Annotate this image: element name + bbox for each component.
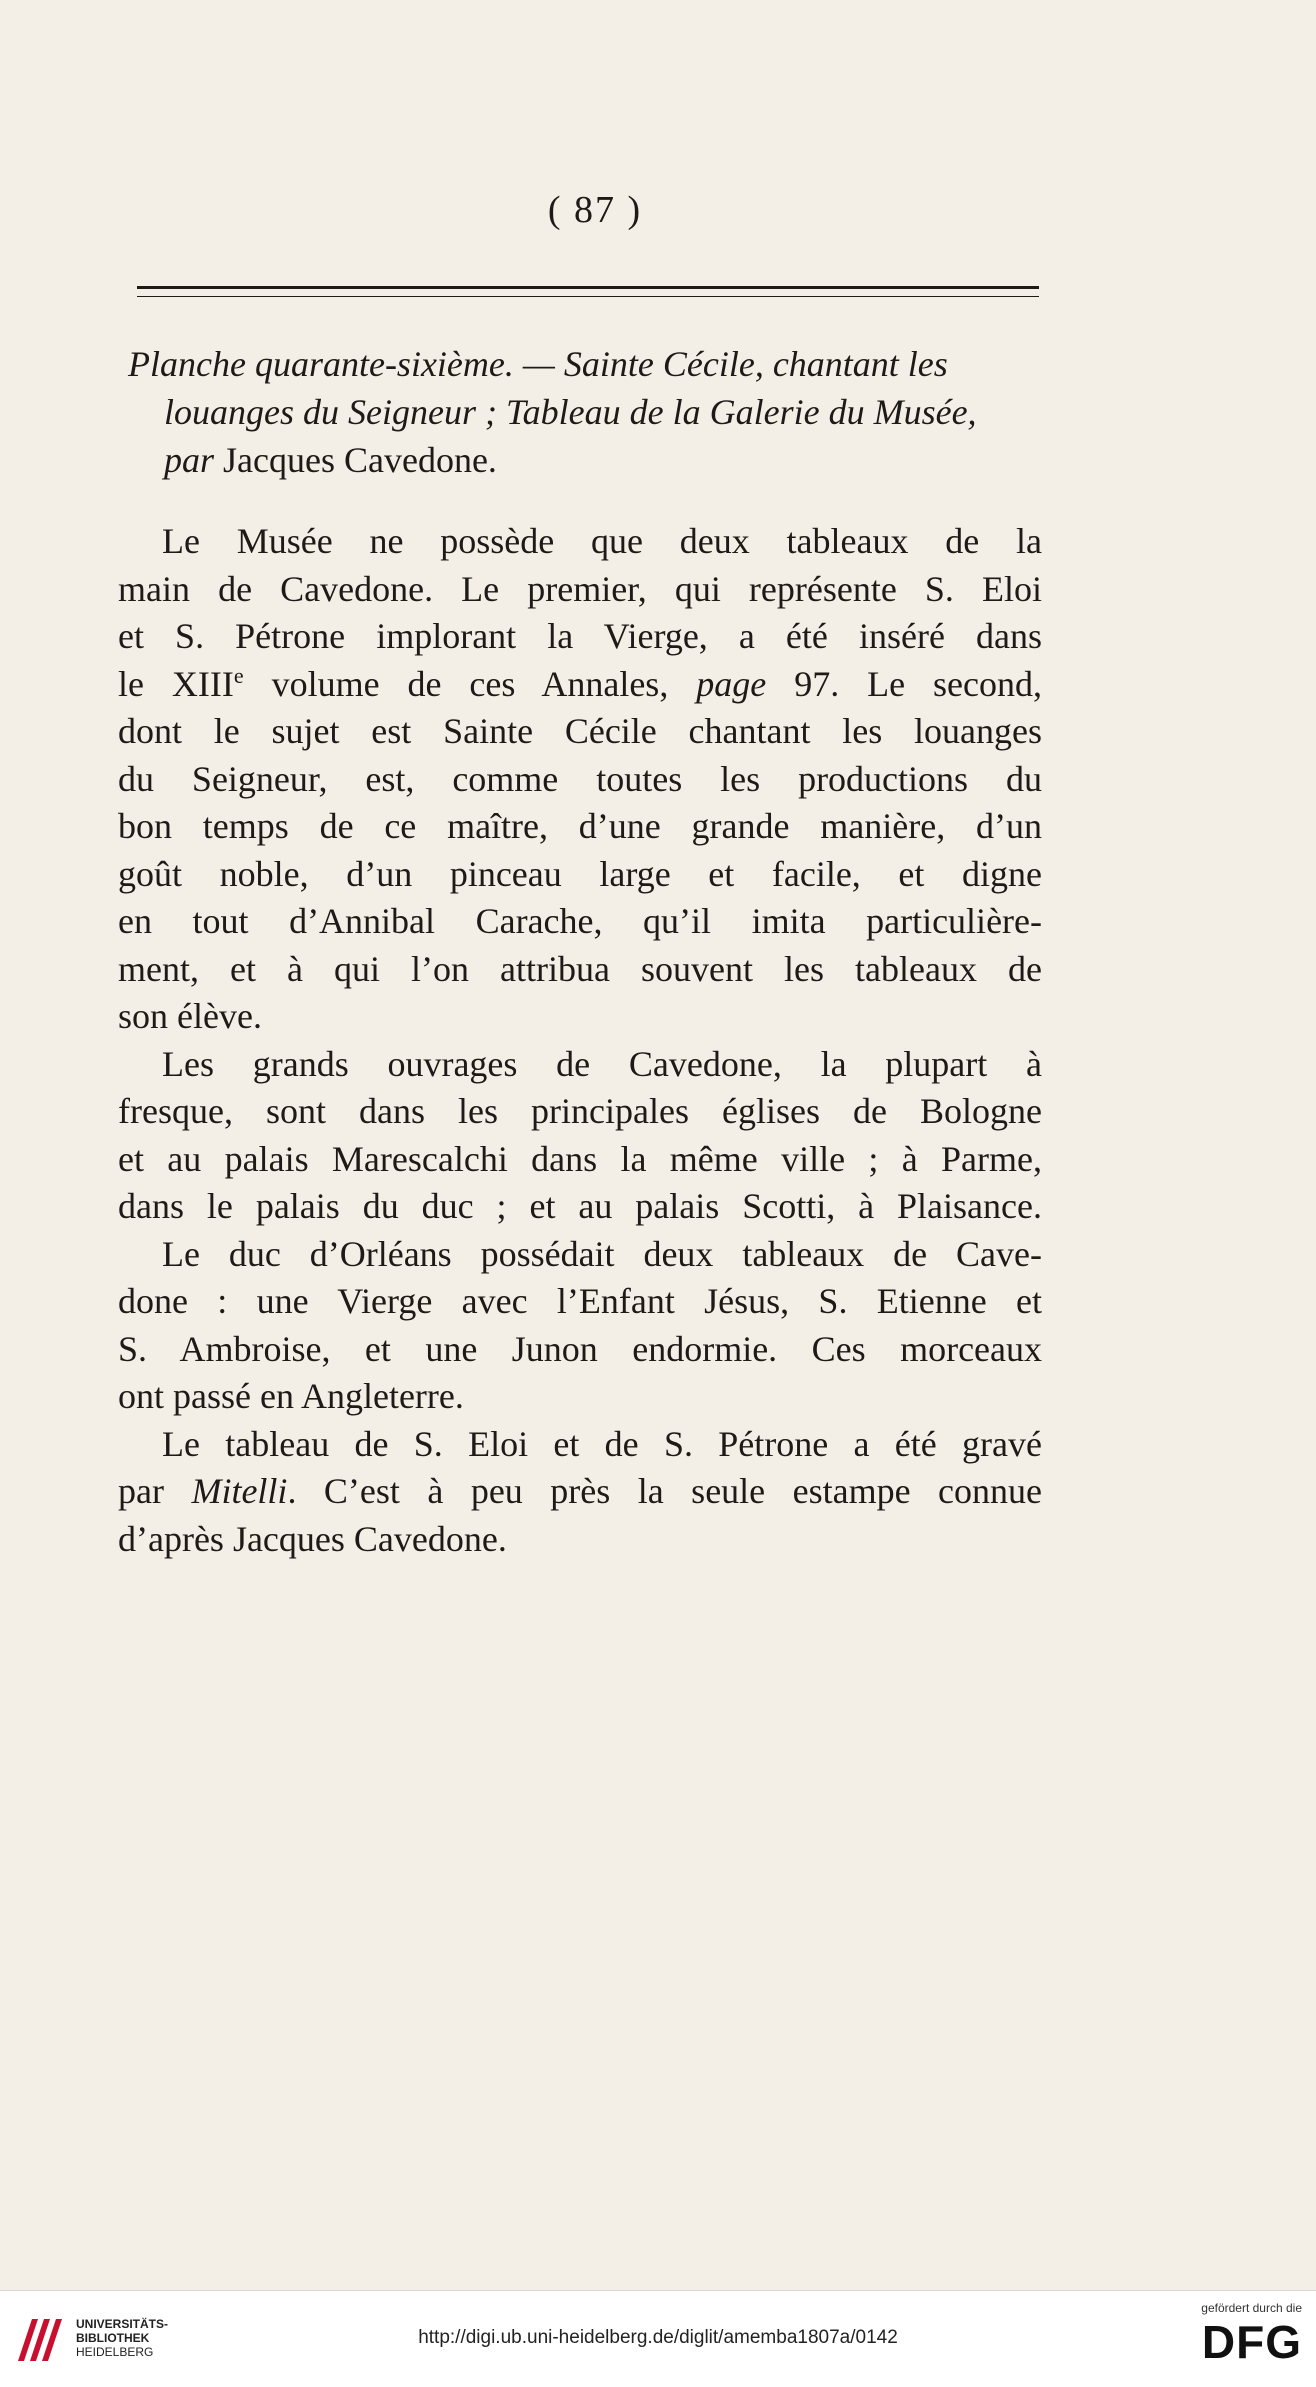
body-text <box>118 518 1042 1563</box>
text-line: fresque, sont dans les principales églises de Bologne <box>118 1091 1042 1131</box>
text-line: Les grands ouvrages de Cavedone, la plupart à <box>162 1043 1042 1084</box>
page-number: ( 87 ) <box>547 189 643 231</box>
text-fragment: . C’est à peu près la seule estampe connue <box>287 1471 1043 1511</box>
text-fragment: le XIII <box>118 663 234 704</box>
heading-par: par <box>164 440 215 480</box>
text-line: et au palais Marescalchi dans la même ville ; à Parme, <box>118 1138 1042 1179</box>
text-line <box>118 1468 1042 1516</box>
dfg-logo: DFG <box>1201 2316 1302 2368</box>
plate-heading <box>128 340 1060 484</box>
funding-caption: gefördert durch die <box>1201 2301 1302 2315</box>
library-name-line: HEIDELBERG <box>76 2345 154 2359</box>
header-rule-thick <box>137 286 1039 289</box>
text-line <box>118 661 1042 709</box>
text-line: son élève. <box>118 996 262 1036</box>
header-rule-thin <box>137 296 1039 297</box>
heading-line: louanges du Seigneur ; Tableau de la Galerie du Musée, <box>164 392 977 432</box>
library-name-line: BIBLIOTHEK <box>76 2331 150 2345</box>
text-fragment: 97. Le second, <box>766 663 1042 704</box>
heading-line <box>128 436 1060 484</box>
text-line: dont le sujet est Sainte Cécile chantant les louanges <box>118 711 1042 751</box>
heading-author: Jacques Cavedone. <box>214 440 497 480</box>
text-line: Le Musée ne possède que deux tableaux de la <box>162 521 1042 561</box>
text-line: en tout d’Annibal Carache, qu’il imita particulière- <box>118 901 1042 941</box>
text-line: ont passé en Angleterre. <box>118 1376 464 1416</box>
funder-block <box>1152 2301 1302 2368</box>
text-line: main de Cavedone. Le premier, qui représente S. Eloi <box>118 568 1042 609</box>
italic-word: page <box>696 663 767 704</box>
text-line: et S. Pétrone implorant la Vierge, a été inséré dans <box>118 616 1042 656</box>
heading-line: Planche quarante-sixième. — Sainte Cécile, chantant les <box>128 344 948 384</box>
permalink-url[interactable]: http://digi.ub.uni-heidelberg.de/diglit/amemba1807a/0142 <box>418 2327 898 2348</box>
superscript: e <box>233 662 244 688</box>
viewer-footer <box>0 2290 1316 2387</box>
text-fragment: volume de ces Annales, <box>243 663 697 704</box>
text-line: goût noble, d’un pinceau large et facile, et digne <box>118 853 1042 894</box>
text-line: S. Ambroise, et une Junon endormie. Ces morceaux <box>118 1328 1042 1369</box>
text-fragment: par <box>118 1471 192 1511</box>
text-line: Le duc d’Orléans possédait deux tableaux de Cave- <box>162 1233 1042 1274</box>
text-line: Le tableau de S. Eloi et de S. Pétrone a été gravé <box>162 1423 1042 1464</box>
text-line: du Seigneur, est, comme toutes les productions du <box>118 758 1042 799</box>
text-line: bon temps de ce maître, d’une grande manière, d’un <box>118 806 1042 846</box>
text-line: ment, et à qui l’on attribua souvent les tableaux de <box>118 948 1042 989</box>
text-line: done : une Vierge avec l’Enfant Jésus, S. Etienne et <box>118 1281 1042 1321</box>
italic-name: Mitelli <box>191 1471 288 1511</box>
library-name-line: UNIVERSITÄTS- <box>76 2317 169 2331</box>
text-line: d’après Jacques Cavedone. <box>118 1518 507 1559</box>
text-line: dans le palais du duc ; et au palais Scotti, à Plaisance. <box>118 1186 1042 1226</box>
